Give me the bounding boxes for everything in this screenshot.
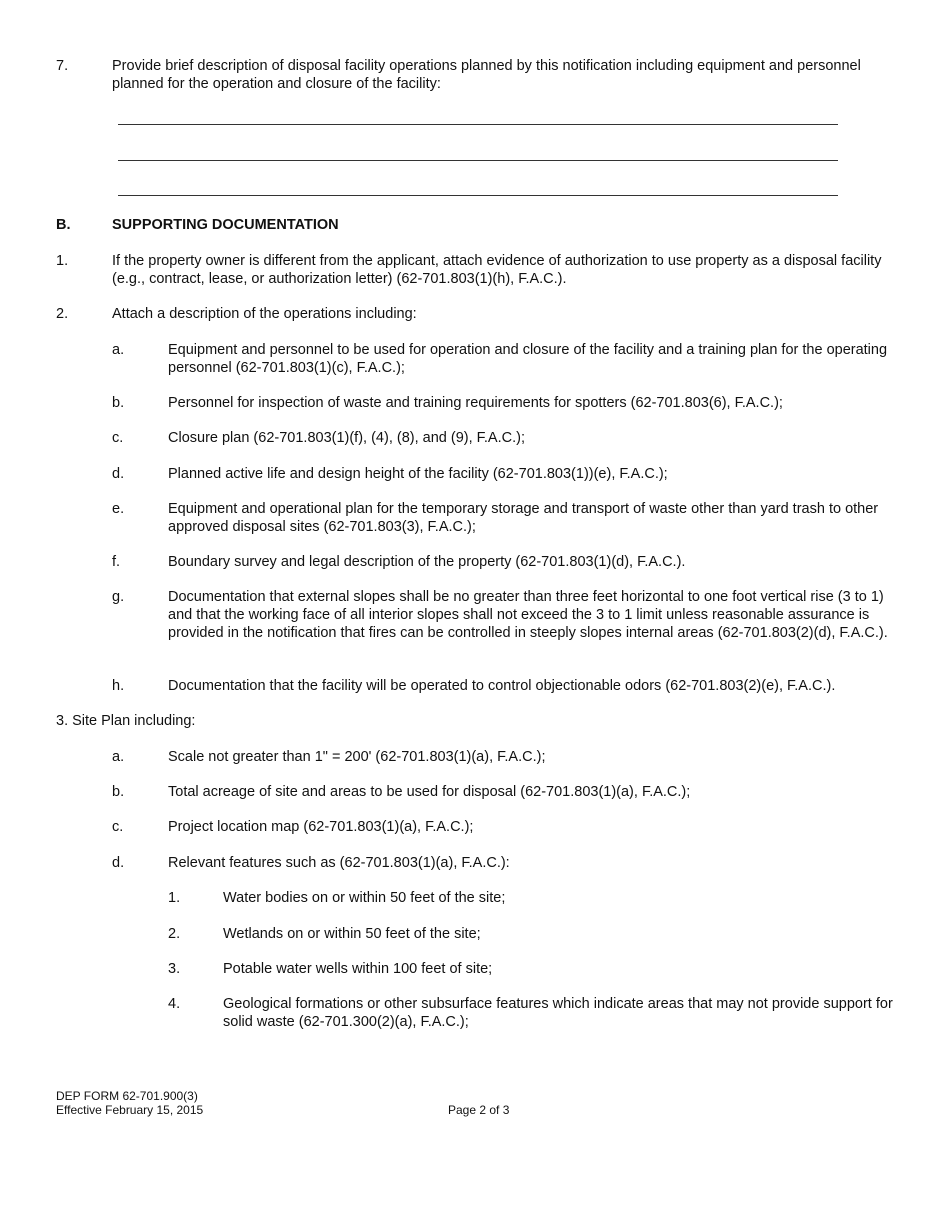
item-number: 7. (56, 58, 69, 74)
answer-line-3[interactable] (118, 195, 838, 196)
subitem-letter: h. (112, 678, 125, 694)
subitem-text: Equipment and operational plan for the temporary storage and transport of waste other than yard trash to other approved disposal sites (62-701.803(3), F.A.C.); (168, 501, 879, 535)
section-letter: B. (56, 217, 71, 233)
subitem-text: Equipment and personnel to be used for operation and closure of the facility and a training plan for the operating personnel (62-701.803(1)(c), F.A.C.); (168, 342, 888, 376)
subitem-letter: g. (112, 589, 125, 605)
subitem-text: Documentation that the facility will be operated to control objectionable odors (62-701.803(2)(e), F.A.C.). (168, 678, 836, 694)
subitem-text: Project location map (62-701.803(1)(a), F.A.C.); (168, 819, 474, 835)
b-item-3 (56, 712, 896, 730)
feature-number: 3. (168, 961, 181, 977)
subitem-letter: b. (112, 395, 125, 411)
feature-number: 1. (168, 890, 181, 906)
item-text: Attach a description of the operations including: (112, 306, 417, 322)
subitem-text: Planned active life and design height of the facility (62-701.803(1))(e), F.A.C.); (168, 466, 668, 482)
subitem-letter: b. (112, 784, 125, 800)
feature-number: 2. (168, 926, 181, 942)
subitem-letter: a. (112, 342, 125, 358)
feature-number: 4. (168, 996, 181, 1012)
item-text: If the property owner is different from the applicant, attach evidence of authorization to use property as a disposal facility (e.g., contract, lease, or authorization letter) (62-701.803(1)(h), F.A.C.). (112, 253, 882, 287)
answer-line-1[interactable] (118, 124, 838, 125)
feature-text: Wetlands on or within 50 feet of the site; (223, 926, 481, 942)
subitem-letter: c. (112, 819, 124, 835)
subitem-text: Closure plan (62-701.803(1)(f), (4), (8), and (9), F.A.C.); (168, 430, 525, 446)
feature-text: Potable water wells within 100 feet of site; (223, 961, 493, 977)
section-title: SUPPORTING DOCUMENTATION (112, 217, 339, 233)
subitem-text: Total acreage of site and areas to be used for disposal (62-701.803(1)(a), F.A.C.); (168, 784, 691, 800)
subitem-letter: f. (112, 554, 121, 570)
subitem-text: Documentation that external slopes shall be no greater than three feet horizontal to one foot vertical rise (3 to 1) and that the working face of all interior slopes shall not exceed the 3 to 1 limit unless reasonable assurance is provided in the notification that fires can be controlled in steeply slopes internal areas (62-701.803(2)(d), F.A.C.). (168, 589, 888, 641)
item-number: 2. (56, 306, 69, 322)
answer-line-2[interactable] (118, 160, 838, 161)
subitem-text: Scale not greater than 1" = 200' (62-701.803(1)(a), F.A.C.); (168, 749, 546, 765)
subitem-letter: c. (112, 430, 124, 446)
subitem-text: Personnel for inspection of waste and training requirements for spotters (62-701.803(6), F.A.C.); (168, 395, 783, 411)
item-text: 3. Site Plan including: (56, 713, 196, 729)
subitem-letter: d. (112, 466, 125, 482)
subitem-text: Relevant features such as (62-701.803(1)(a), F.A.C.): (168, 855, 510, 871)
subitem-letter: d. (112, 855, 125, 871)
subitem-letter: e. (112, 501, 125, 517)
feature-text: Geological formations or other subsurface features which indicate areas that may not provide support for solid waste (62-701.300(2)(a), F.A.C.); (223, 996, 893, 1030)
footer-page-number: Page 2 of 3 (448, 1103, 510, 1117)
footer-effective-date: Effective February 15, 2015 (56, 1103, 204, 1117)
item-number: 1. (56, 253, 69, 269)
footer-form-number: DEP FORM 62-701.900(3) (56, 1089, 198, 1103)
item-text: Provide brief description of disposal facility operations planned by this notification including equipment and personnel planned for the operation and closure of the facility: (112, 58, 861, 92)
subitem-letter: a. (112, 749, 125, 765)
subitem-text: Boundary survey and legal description of the property (62-701.803(1)(d), F.A.C.). (168, 554, 686, 570)
feature-text: Water bodies on or within 50 feet of the site; (223, 890, 506, 906)
